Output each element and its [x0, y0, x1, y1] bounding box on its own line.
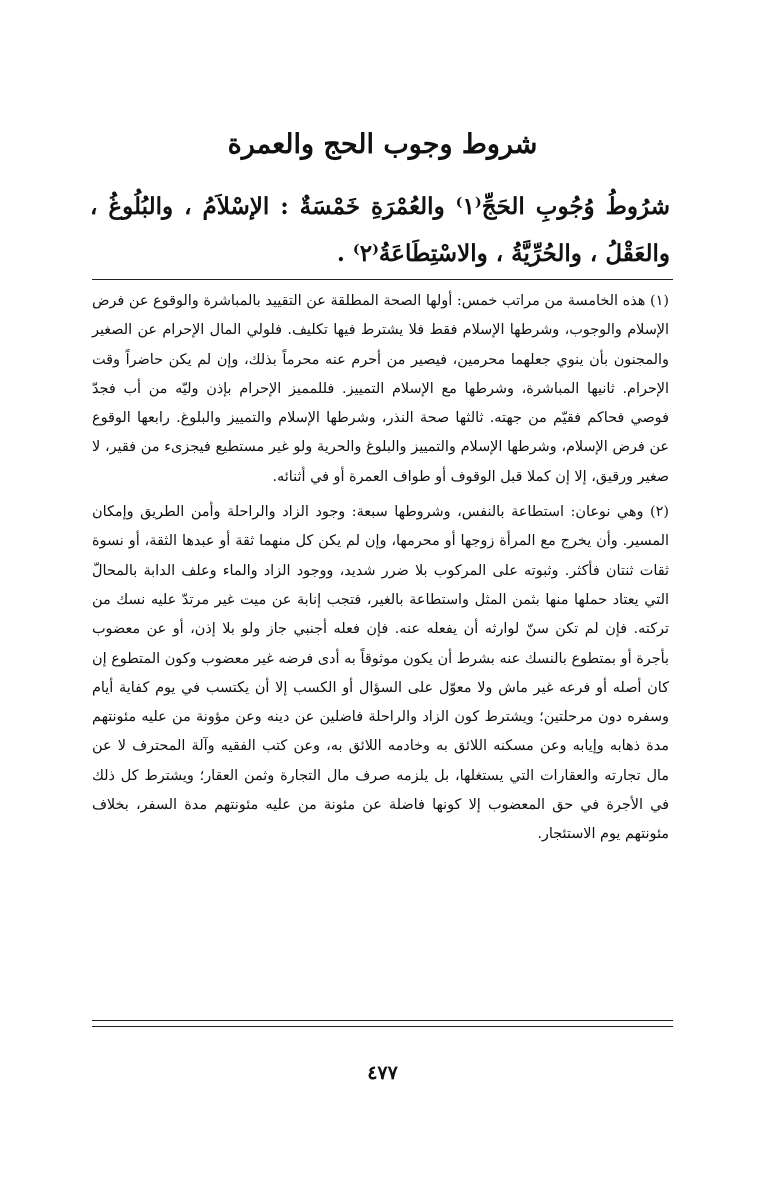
- footnote-number: (٢): [650, 504, 669, 521]
- footnote-number: (١): [650, 293, 670, 309]
- bottom-rule: [92, 1026, 673, 1027]
- page-title: شروط وجوب الحج والعمرة: [227, 129, 538, 160]
- footnote-2: [92, 498, 669, 850]
- footnote-text: وهي نوعان: استطاعة بالنفس، وشروطها سبعة: وجود الزاد والراحلة وأمن الطريق وإمكان المسير. وأن يخرج مع المرأة زوجها أو محرمها، وإن لم يكن كل منهما ثقة أو عبدها الثقة، أو نسوة ثقات ثنتان فأكثر. وثبوته على المركوب بلا ضرر شديد، ووجود الزاد والماء وعلف الدابة بالمحالّ التي يعتاد حملها منها بثمن المثل واستطاعة بالغير، فتجب إنابة عن ميت غير مرتدّ عليه نسك من تركته. فإن لم تكن سنّ لوارثه أن يفعله عنه. فإن فعله أجنبي جاز ولو بلا إذن، أو عن معضوب بأجرة أو بمتطوع بالنسك عنه بشرط أن يكون موثوقاً به أدى فرضه غير معضوب وكون المتطوع إن كان أصله أو فرعه غير ماش ولا معوّل على السؤال أو الكسب إلا أن يكتسب في يوم كفاية أيام وسفره دون مرحلتين؛ ويشترط كون الزاد والراحلة فاضلين عن دينه وعن مؤونة من عليه مئونتهم مدة ذهابه وإيابه وعن مسكنه اللائق به وخادمه اللائق به، وعن كتب الفقيه وآلة المحترف لا عن مال تجارته والعقارات التي يستغلها، بل يلزمه صرف مال التجارة وثمن العقار؛ ويشترط كل ذلك في الأجرة في حق المعضوب إلا كونها فاضلة عن مئونة من عليه مئونتهم مدة السفر، بخلاف مئونتهم يوم الاستئجار.: [92, 504, 669, 843]
- footnote-divider: [92, 279, 673, 280]
- bottom-rule: [92, 1020, 673, 1021]
- footnote-text: هذه الخامسة من مراتب خمس: أولها الصحة المطلقة عن التقييد بالمباشرة والوقوع عن فرض الإسلام والوجوب، وشرطها الإسلام فقط فلا يشترط فيها تكليف. فلولي المال الإحرام عن الصغير والمجنون بأن ينوي جعلهما محرمين، فيصير من أحرم عنه محرماً بذلك، وإن لم يكن حاضراً وقت الإحرام. ثانيها المباشرة، وشرطها مع الإسلام التمييز. فللمميز الإحرام بإذن وليّه من أب فجدّ فوصي فحاكم فقيّم من جهته. ثالثها صحة النذر، وشرطها الإسلام والتمييز والبلوغ. رابعها الوقوع عن فرض الإسلام، وشرطها الإسلام والتمييز والبلوغ والحرية ولو غير مستطيع فيجزىء من فقير، لا صغير ورقيق، إلا إن كملا قبل الوقوف أو طواف العمرة أو في أثنائه.: [92, 293, 669, 485]
- footnotes: [92, 287, 669, 850]
- page-number: ٤٧٧: [367, 1062, 398, 1084]
- footnote-1: [92, 287, 669, 492]
- main-text: شرُوطُ وُجُوبِ الحَجِّ⁽١⁾ والعُمْرَةِ خَمْسَةٌ : الإسْلاَمُ ، والبُلُوغُ ، والعَقْلُ ، والحُرِّيَّةُ ، والاسْتِطَاعَةُ⁽٢⁾ .: [90, 193, 670, 267]
